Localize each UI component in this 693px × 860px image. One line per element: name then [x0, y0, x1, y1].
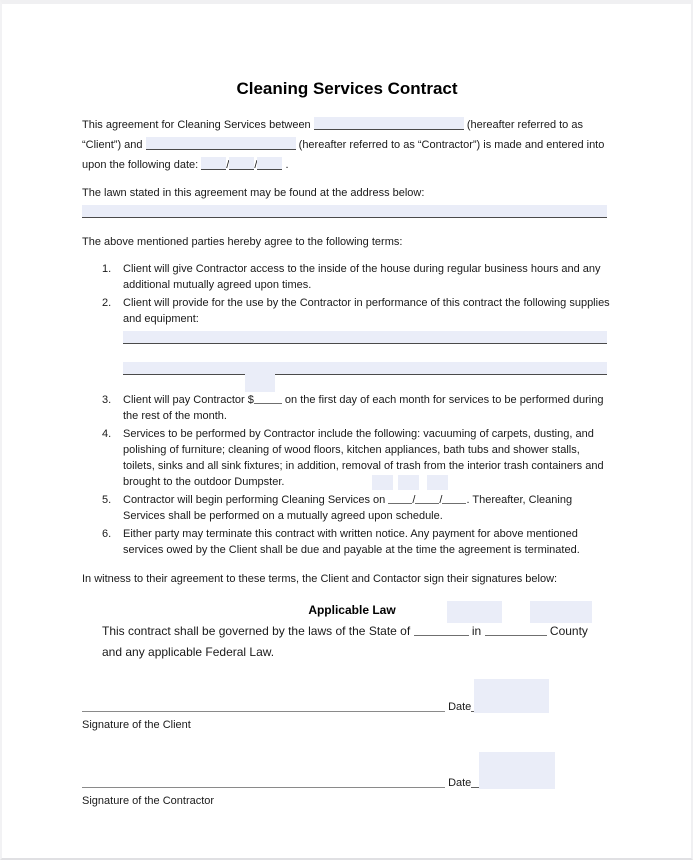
contractor-sign-date-field[interactable] — [479, 752, 555, 789]
intro-text-1: This agreement for Cleaning Services between — [82, 119, 311, 131]
term-text: . Thereafter, Cleaning Services shall be performed on a mutually agreed upon schedule. — [123, 494, 573, 522]
date-label: Date — [448, 777, 472, 789]
date-label: Date — [448, 701, 472, 713]
terms-list — [102, 261, 612, 558]
state-blank[interactable] — [414, 625, 469, 636]
term-number: 6. — [102, 528, 112, 540]
law-text-3: County and any applicable Federal Law. — [102, 624, 588, 659]
start-date-month-blank[interactable] — [388, 493, 412, 504]
term-text: Services to be performed by Contractor include the following: vacuuming of carpets, dusting, and polishing of furniture; cleaning of wood floors, kitchen appliances, bath tubs and shower stalls, toilets, sinks and all sink fixtures; in addition, removal of trash from the interior trash containers and brought to the outdoor Dumpster. — [123, 428, 604, 488]
supplies-field-line-1[interactable] — [123, 331, 607, 344]
term-number: 5. — [102, 494, 112, 506]
term-number: 4. — [102, 428, 112, 440]
start-date-day-field[interactable] — [398, 475, 419, 490]
intro-text-3: (hereafter referred to as “Contractor”) is made and entered into upon the following date: — [82, 139, 605, 171]
date-slash: / — [439, 494, 443, 506]
term-number: 1. — [102, 263, 112, 275]
monthly-payment-field[interactable] — [245, 371, 275, 392]
term-item-1 — [102, 261, 612, 293]
monthly-payment-blank[interactable] — [254, 393, 282, 404]
applicable-law-text — [102, 621, 602, 663]
page-title: Cleaning Services Contract — [236, 79, 458, 98]
term-item-4 — [102, 426, 612, 490]
start-date-year-blank[interactable] — [442, 493, 466, 504]
applicable-law-section — [102, 600, 602, 663]
address-field[interactable] — [82, 205, 607, 218]
term-item-3 — [102, 392, 612, 424]
agree-line: The above mentioned parties hereby agree to the following terms: — [82, 236, 403, 248]
client-signature-label: Signature of the Client — [82, 719, 191, 731]
term-text: Contractor will begin performing Cleaning Services on — [123, 494, 386, 506]
term-text: Client will provide for the use by the Contractor in performance of this contract the following supplies and equipment: — [123, 297, 610, 325]
date-slash: / — [226, 159, 230, 171]
term-text: Client will give Contractor access to the inside of the house during regular business hours and any additional mutually agreed upon times. — [123, 263, 601, 291]
county-field[interactable] — [530, 601, 592, 623]
contractor-signature-label: Signature of the Contractor — [82, 795, 215, 807]
contractor-signature-line[interactable] — [82, 775, 445, 788]
agreement-date-year-field[interactable] — [257, 157, 282, 170]
client-sign-date-field[interactable] — [474, 679, 549, 713]
intro-paragraph — [82, 115, 612, 175]
intro-period: . — [285, 159, 289, 171]
document-content — [82, 78, 612, 809]
term-item-6 — [102, 526, 612, 558]
term-number: 2. — [102, 297, 112, 309]
client-signature-block — [82, 699, 612, 733]
county-blank[interactable] — [485, 625, 547, 636]
date-slash: / — [412, 494, 416, 506]
supplies-field-line-2[interactable] — [123, 362, 607, 375]
contractor-signature-row — [82, 775, 612, 791]
contractor-signature-block — [82, 775, 612, 809]
agreement-date-month-field[interactable] — [201, 157, 226, 170]
contractor-name-field[interactable] — [146, 137, 296, 150]
agreement-date-day-field[interactable] — [229, 157, 254, 170]
term-item-2 — [102, 295, 612, 375]
date-slash: / — [254, 159, 258, 171]
term-text: on the first day of each month for services to be performed during the rest of the month. — [123, 394, 604, 422]
start-date-month-field[interactable] — [372, 475, 393, 490]
client-signature-line[interactable] — [82, 699, 445, 712]
term-item-5 — [102, 492, 612, 524]
term-number: 3. — [102, 394, 112, 406]
law-text-2: in — [471, 624, 482, 638]
state-field[interactable] — [447, 601, 502, 623]
law-text-1: This contract shall be governed by the laws of the State of — [102, 624, 411, 638]
applicable-law-heading: Applicable Law — [308, 603, 396, 617]
term-text: Either party may terminate this contract with written notice. Any payment for above mentioned services owed by the Client shall be due and payable at the time the agreement is terminated. — [123, 528, 580, 556]
client-name-field[interactable] — [314, 117, 464, 130]
term-text: Client will pay Contractor $ — [123, 394, 254, 406]
start-date-day-blank[interactable] — [415, 493, 439, 504]
client-signature-row — [82, 699, 612, 715]
address-label: The lawn stated in this agreement may be found at the address below: — [82, 187, 425, 199]
intro-text-2: (hereafter referred to as “Client”) and — [82, 119, 583, 151]
witness-line: In witness to their agreement to these terms, the Client and Contactor sign their signatures below: — [82, 573, 558, 585]
start-date-year-field[interactable] — [427, 475, 448, 490]
